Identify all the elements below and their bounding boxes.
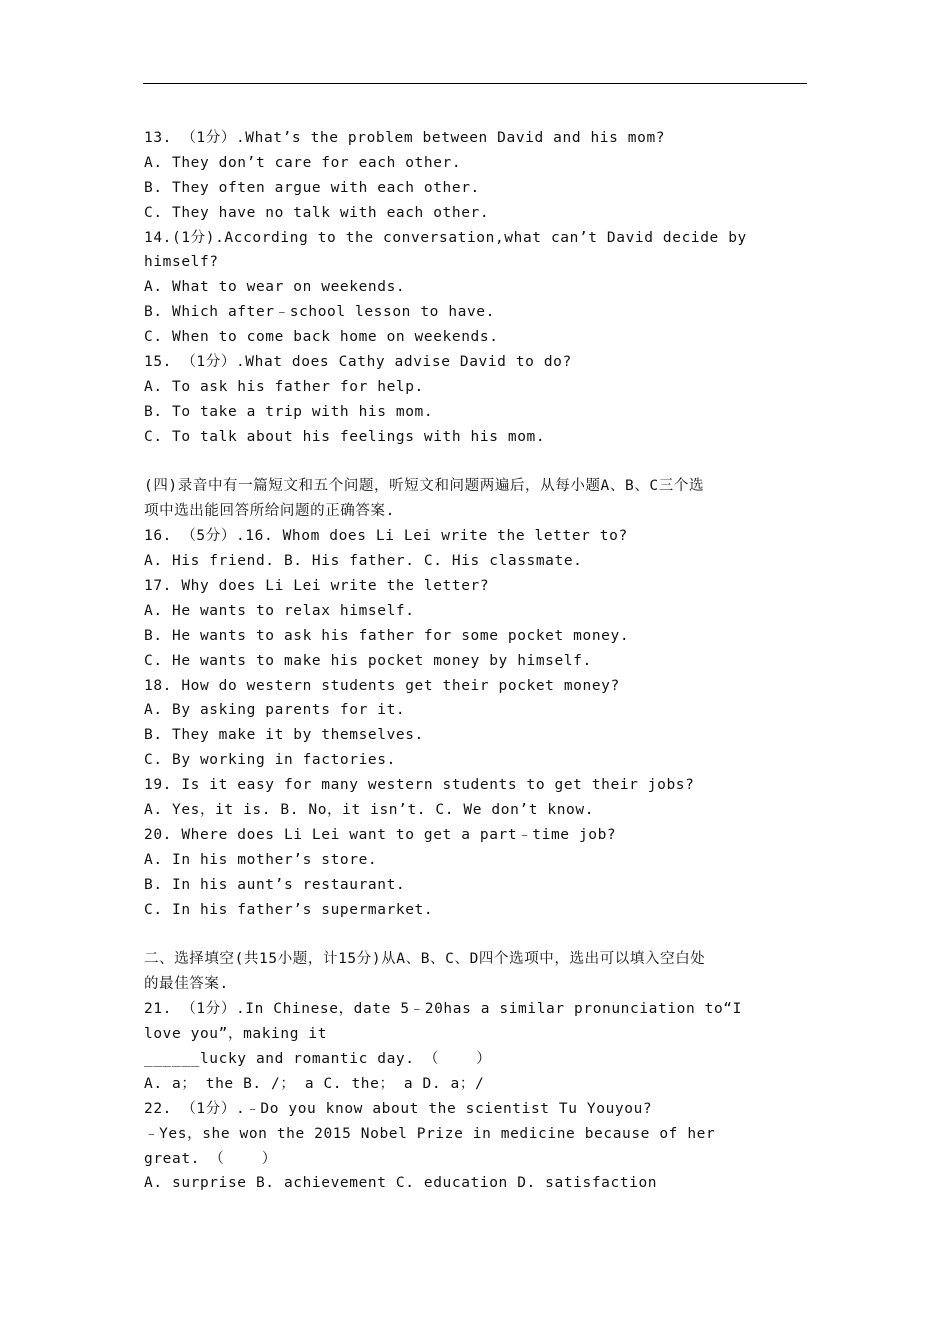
question-19: 19. Is it easy for many western students to get their jobs? <box>144 777 695 794</box>
option-14a: A. What to wear on weekends. <box>144 279 406 296</box>
document-body <box>144 126 808 1196</box>
option-18b: B. They make it by themselves. <box>144 727 424 744</box>
section-4-instruction-cont: 项中选出能回答所给问题的正确答案. <box>144 503 395 520</box>
option-15b: B. To take a trip with his mom. <box>144 403 434 420</box>
question-15: 15. （1分）.What does Cathy advise David to do? <box>144 354 572 371</box>
options-19: A. Yes，it is. B. No，it isn’t. C. We don’t know. <box>144 802 595 819</box>
blank-line <box>144 450 808 475</box>
option-14b: B. Which after﹣school lesson to have. <box>144 304 495 321</box>
section-4-instruction: (四)录音中有一篇短文和五个问题，听短文和问题两遍后，从每小题A、B、C三个选 <box>144 478 705 495</box>
question-14: 14.(1分).According to the conversation,what can’t David decide by <box>144 229 747 246</box>
question-22: 22. （1分）.﹣Do you know about the scientist Tu Youyou? <box>144 1100 653 1117</box>
section-2-heading: 二、选择填空(共15小题，计15分)从A、B、C、D四个选项中，选出可以填入空白处 <box>144 951 706 968</box>
question-22-reply: ﹣Yes，she won the 2015 Nobel Prize in medicine because of her <box>144 1125 716 1142</box>
question-22-blank: great. （ ） <box>144 1150 277 1167</box>
question-17: 17. Why does Li Lei write the letter? <box>144 578 490 595</box>
option-17c: C. He wants to make his pocket money by himself. <box>144 652 592 669</box>
options-16: A. His friend. B. His father. C. His classmate. <box>144 553 583 570</box>
option-20a: A. In his mother’s store. <box>144 851 378 868</box>
option-17a: A. He wants to relax himself. <box>144 602 415 619</box>
question-21-blank: ______lucky and romantic day. （ ） <box>144 1050 492 1067</box>
option-20b: B. In his aunt’s restaurant. <box>144 876 406 893</box>
blank-line <box>144 923 808 948</box>
question-21-cont: love you”，making it <box>144 1026 328 1043</box>
option-14c: C. When to come back home on weekends. <box>144 329 499 346</box>
question-20: 20. Where does Li Lei want to get a part﹣time job? <box>144 826 617 843</box>
option-17b: B. He wants to ask his father for some pocket money. <box>144 627 630 644</box>
header-rule <box>143 83 807 84</box>
question-14-cont: himself? <box>144 254 219 271</box>
option-13a: A. They don’t care for each other. <box>144 154 462 171</box>
question-21: 21. （1分）.In Chinese，date 5﹣20has a similar pronunciation to“I <box>144 1001 742 1018</box>
option-13c: C. They have no talk with each other. <box>144 204 490 221</box>
options-22: A. surprise B. achievement C. education D. satisfaction <box>144 1175 658 1192</box>
options-21: A. a； the B. /； a C. the； a D. a；/ <box>144 1075 485 1092</box>
option-18c: C. By working in factories. <box>144 752 396 769</box>
option-13b: B. They often argue with each other. <box>144 179 480 196</box>
section-2-heading-cont: 的最佳答案. <box>144 976 229 993</box>
question-16: 16. （5分）.16. Whom does Li Lei write the letter to? <box>144 528 628 545</box>
option-20c: C. In his father’s supermarket. <box>144 901 434 918</box>
option-18a: A. By asking parents for it. <box>144 702 406 719</box>
option-15c: C. To talk about his feelings with his mom. <box>144 428 546 445</box>
question-18: 18. How do western students get their pocket money? <box>144 677 620 694</box>
question-13: 13. （1分）.What’s the problem between David and his mom? <box>144 130 666 146</box>
option-15a: A. To ask his father for help. <box>144 378 424 395</box>
